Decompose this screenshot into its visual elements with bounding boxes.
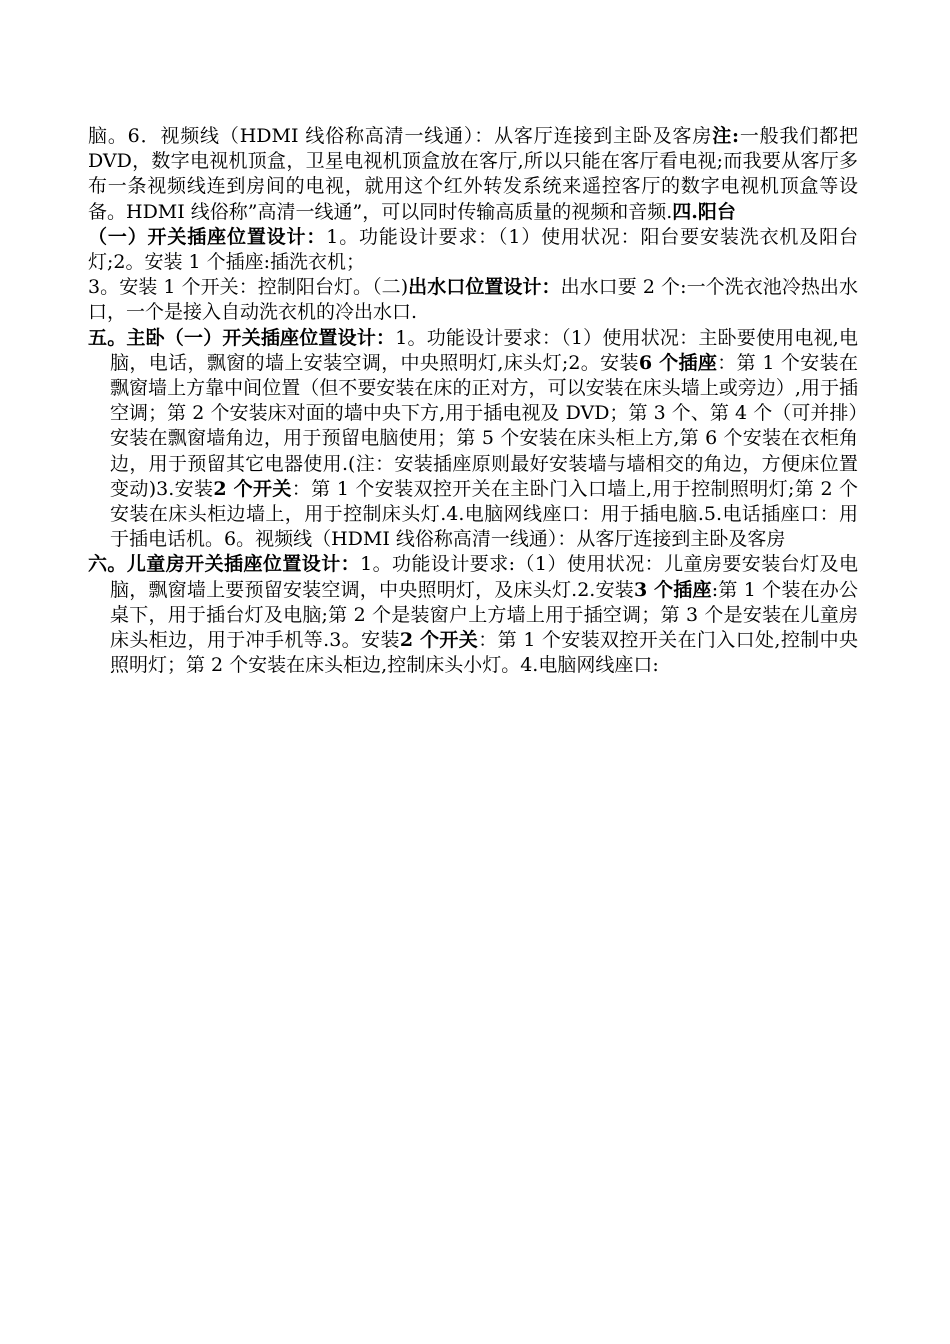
text-run: 1。功能设计要求:（1）使用状况：儿童房要安装台灯及电脑，飘窗墙上要预留安装空调，中央照明灯，及床头灯.2.安装 — [110, 553, 858, 601]
section-heading-balcony: 四.阳台 — [672, 200, 736, 223]
subheading-water-outlet-design: 出水口位置设计： — [408, 276, 561, 299]
document-body — [88, 124, 858, 678]
subheading-switch-socket-design: （一）开关插座位置设计： — [88, 225, 327, 248]
bold-switch-count: 2 个开关 — [399, 629, 479, 652]
text-run: 脑。6．视频线（HDMI 线俗称高清一线通）：从客厅连接到主卧及客房 — [88, 125, 713, 147]
paragraph-living-room-hdmi-balcony — [88, 124, 858, 225]
bold-socket-count: 6 个插座 — [638, 351, 718, 374]
text-run: ：第 1 个安装双控开关在门入口处,控制中央照明灯；第 2 个安装在床头柜边,控制床头小灯。4.电脑网线座口: — [110, 629, 858, 677]
section-heading-master-bedroom: 五。主卧（一）开关插座位置设计： — [88, 326, 396, 349]
text-run: 3。安装 1 个开关：控制阳台灯。（二) — [88, 276, 409, 299]
bold-note-label: 注: — [712, 125, 740, 147]
paragraph-master-bedroom — [88, 326, 858, 553]
text-run: 一般我们都把 DVD，数字电视机顶盒，卫星电视机顶盒放在客厅,所以只能在客厅看电视;而我要从客厅多布一条视频线连到房间的电视，就用这个红外转发系统来遥控客厅的数字电视机顶盒等设备。HDMI 线俗称”高清一线通”，可以同时传输高质量的视频和音频. — [88, 125, 858, 223]
text-run: :第 1 个装在办公桌下，用于插台灯及电脑;第 2 个是装窗户上方墙上用于插空调；第 3 个是安装在儿童房床头柜边，用于冲手机等.3。安装 — [110, 578, 858, 652]
text-run: 出水口要 2 个:一个洗衣池冷热出水口，一个是接入自动洗衣机的冷出水口. — [88, 276, 858, 324]
paragraph-balcony-switch-socket — [88, 225, 858, 275]
bold-switch-count: 2 个开关 — [213, 477, 292, 500]
paragraph-children-room — [88, 552, 858, 678]
text-run: ：第 1 个安装双控开关在主卧门入口墙上,用于控制照明灯;第 2 个安装在床头柜边墙上，用于控制床头灯.4.电脑网线座口：用于插电脑.5.电话插座口：用于插电话机。6。视频线（HDMI 线俗称高清一线通）：从客厅连接到主卧及客房 — [110, 477, 859, 551]
text-run: 1。功能设计要求：（1）使用状况：主卧要使用电视,电脑，电话，飘窗的墙上安装空调，中央照明灯,床头灯;2。安装 — [110, 326, 858, 374]
section-heading-children-room: 六。儿童房开关插座位置设计： — [88, 553, 361, 576]
paragraph-balcony-water-outlet — [88, 275, 858, 325]
text-run: 1。功能设计要求：（1）使用状况：阳台要安装洗衣机及阳台灯;2。安装 1 个插座:插洗衣机； — [88, 225, 858, 274]
text-run: ：第 1 个安装在飘窗墙上方靠中间位置（但不要安装在床的正对方，可以安装在床头墙上或旁边）,用于插空调；第 2 个安装床对面的墙中央下方,用于插电视及 DVD；第 3 个、第 4 个（可并排）安装在飘窗墙角边，用于预留电脑使用；第 5 个安装在床头柜上方,第 6 个安装在衣柜角边，用于预留其它电器使用.(注：安装插座原则最好安装墙与墙相交的角边，方便床位置变动)3.安装 — [110, 351, 859, 500]
bold-socket-count: 3 个插座 — [634, 578, 712, 601]
